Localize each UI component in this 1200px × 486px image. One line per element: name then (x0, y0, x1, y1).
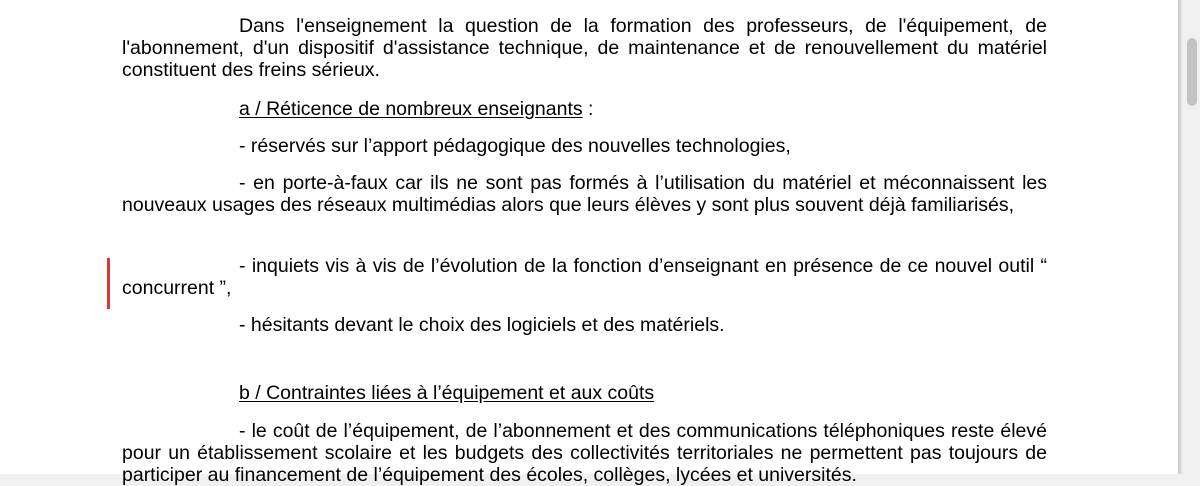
section-a-heading-line (239, 98, 593, 120)
section-b-heading: b / Contraintes liées à l’équipement et aux coûts (239, 382, 655, 404)
intro-paragraph: Dans l'enseignement la question de la formation des professeurs, de l'équipement, de l'abonnement, d'un dispositif d'assistance technique, de maintenance et de renouvellement du matériel constituent des freins sérieux. (122, 15, 1047, 81)
section-a-heading-suffix: : (582, 98, 594, 120)
revision-change-bar (107, 258, 110, 309)
section-a-item-4: - hésitants devant le choix des logiciels et des matériels. (239, 314, 725, 336)
section-a-item-1: - réservés sur l’apport pédagogique des nouvelles technologies, (239, 135, 791, 157)
scrollbar-thumb[interactable] (1187, 38, 1197, 106)
section-b-paragraph: - le coût de l’équipement, de l’abonnement et des communications téléphoniques reste élevé pour un établissement scolaire et les budgets des collectivités territoriales ne permettent pas toujours de participer au financement de l’équipement des écoles, collèges, lycées et universités. (122, 420, 1047, 486)
section-a-item-3: - inquiets vis à vis de l’évolution de la fonction d’enseignant en présence de ce nouvel outil “ concurrent ”, (122, 255, 1047, 299)
section-a-heading: a / Réticence de nombreux enseignants (239, 98, 583, 120)
vertical-scrollbar[interactable] (1184, 0, 1200, 474)
page-shadow (1178, 0, 1182, 474)
section-a-item-2: - en porte-à-faux car ils ne sont pas formés à l’utilisation du matériel et méconnaissent les nouveaux usages des réseaux multimédias alors que leurs élèves y sont plus souvent déjà familiarisés, (122, 172, 1047, 216)
